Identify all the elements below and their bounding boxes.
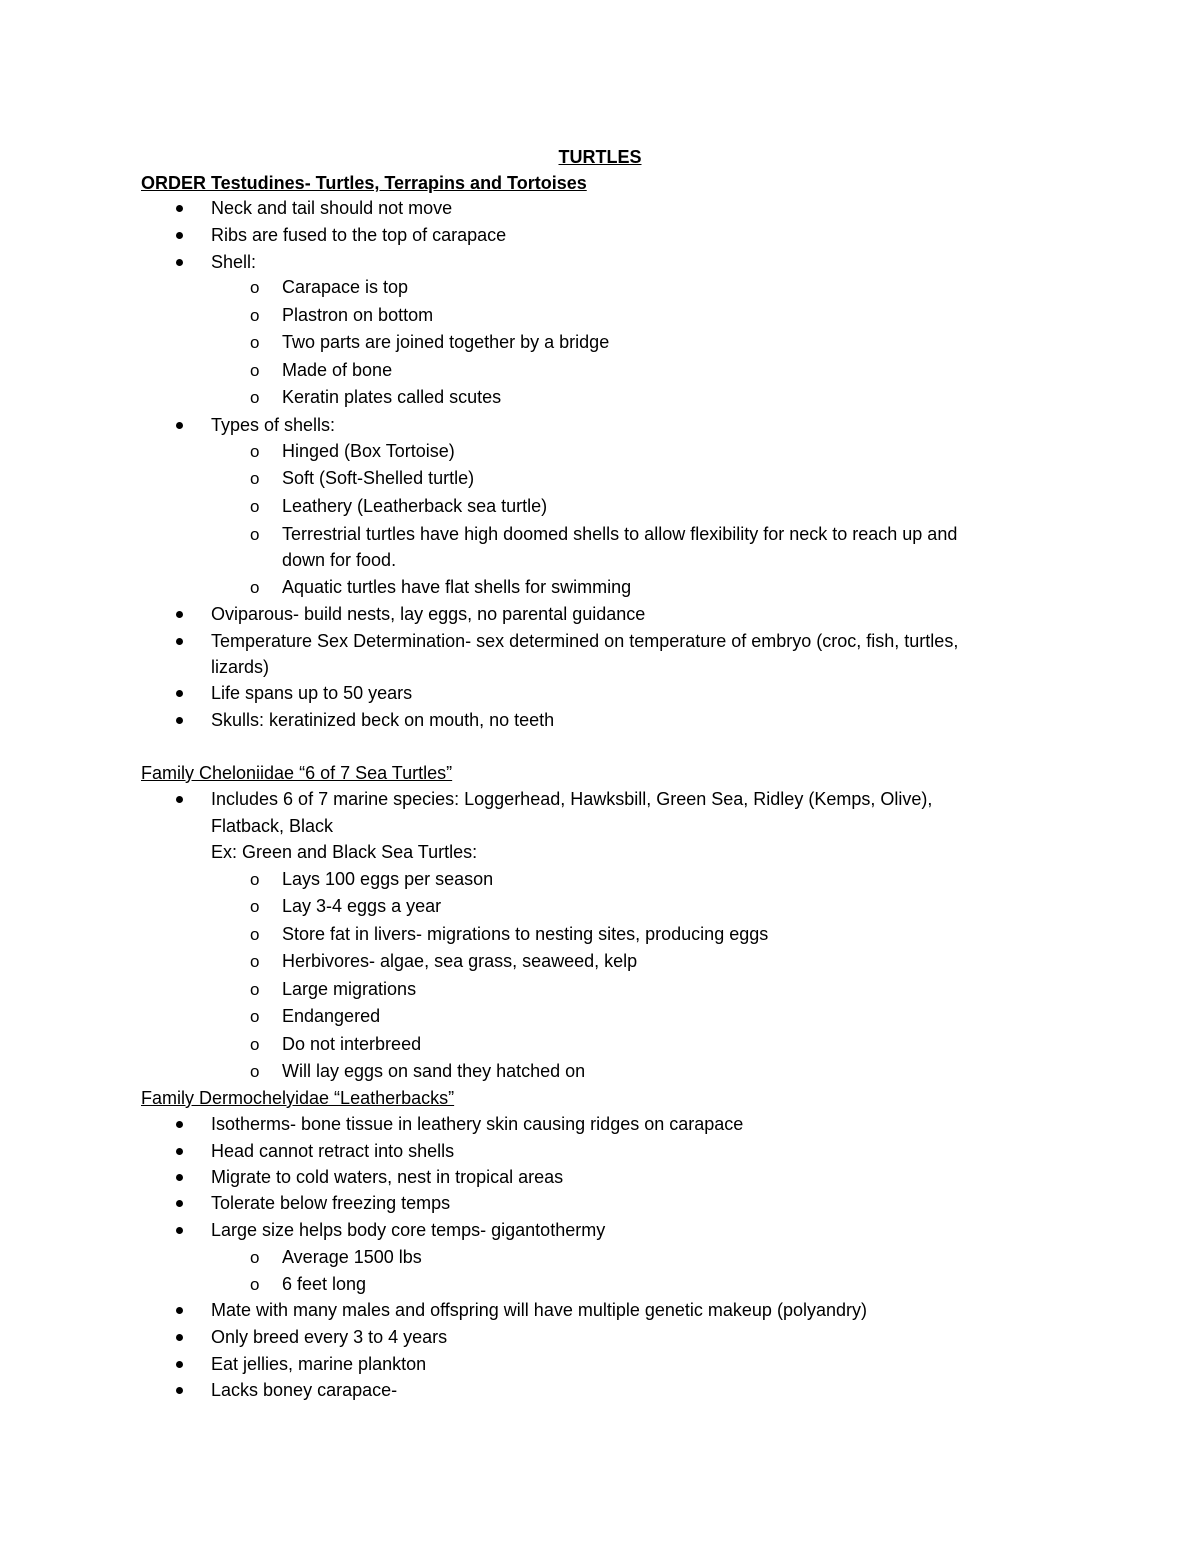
bullet-dot: [176, 1200, 183, 1207]
sub-bullet: o: [250, 497, 260, 516]
bullet-dot: [176, 205, 183, 212]
sub-bullet: o: [250, 333, 260, 352]
list-item: Lacks boney carapace-: [211, 1380, 398, 1400]
sub-list-item: Will lay eggs on sand they hatched on: [282, 1061, 586, 1081]
list-item: Includes 6 of 7 marine species: Loggerhead, Hawksbill, Green Sea, Ridley (Kemps, Olive),: [211, 789, 933, 809]
list-item: Large size helps body core temps- gigantothermy: [211, 1220, 606, 1240]
sub-list-item: Aquatic turtles have flat shells for swimming: [282, 577, 632, 597]
sub-list-item: Soft (Soft-Shelled turtle): [282, 468, 475, 488]
sub-bullet: o: [250, 578, 260, 597]
sub-list-item: Carapace is top: [282, 277, 409, 297]
sub-list-item: Keratin plates called scutes: [282, 387, 502, 407]
list-item: Ribs are fused to the top of carapace: [211, 225, 507, 245]
list-item: Skulls: keratinized beck on mouth, no teeth: [211, 710, 555, 730]
sub-list-item-continuation: down for food.: [282, 550, 397, 570]
list-item: Life spans up to 50 years: [211, 683, 413, 703]
sub-bullet: o: [250, 980, 260, 999]
bullet-dot: [176, 1121, 183, 1128]
list-item: Head cannot retract into shells: [211, 1141, 455, 1161]
sub-bullet: o: [250, 1007, 260, 1026]
sub-bullet: o: [250, 952, 260, 971]
sub-bullet: o: [250, 278, 260, 297]
list-item: Shell:: [211, 252, 257, 272]
bullet-dot: [176, 1361, 183, 1368]
list-item: Tolerate below freezing temps: [211, 1193, 451, 1213]
bullet-dot: [176, 1148, 183, 1155]
bullet-dot: [176, 259, 183, 266]
sub-bullet: o: [250, 870, 260, 889]
list-item-continuation: lizards): [211, 657, 270, 677]
page-title: TURTLES: [558, 147, 642, 167]
sub-bullet: o: [250, 525, 260, 544]
sub-list-item: Lays 100 eggs per season: [282, 869, 494, 889]
sub-bullet: o: [250, 1035, 260, 1054]
sub-list-item: Large migrations: [282, 979, 417, 999]
sub-list-item: Terrestrial turtles have high doomed shells to allow flexibility for neck to reach up and: [282, 524, 958, 544]
sub-bullet: o: [250, 1275, 260, 1294]
order-heading: ORDER Testudines- Turtles, Terrapins and Tortoises: [141, 173, 587, 193]
bullet-dot: [176, 1307, 183, 1314]
bullet-dot: [176, 232, 183, 239]
dermochelyidae-heading: Family Dermochelyidae “Leatherbacks”: [141, 1088, 455, 1108]
bullet-dot: [176, 1387, 183, 1394]
sub-list-item: Average 1500 lbs: [282, 1247, 422, 1267]
sub-list-item: Two parts are joined together by a bridge: [282, 332, 610, 352]
sub-list-item: Plastron on bottom: [282, 305, 434, 325]
sub-bullet: o: [250, 442, 260, 461]
sub-list-item: Store fat in livers- migrations to nesting sites, producing eggs: [282, 924, 769, 944]
list-item: Eat jellies, marine plankton: [211, 1354, 427, 1374]
sub-bullet: o: [250, 1062, 260, 1081]
sub-bullet: o: [250, 388, 260, 407]
list-item: Only breed every 3 to 4 years: [211, 1327, 448, 1347]
sub-list-item: Lay 3-4 eggs a year: [282, 896, 442, 916]
sub-bullet: o: [250, 469, 260, 488]
bullet-dot: [176, 611, 183, 618]
sub-list-item: Herbivores- algae, sea grass, seaweed, kelp: [282, 951, 638, 971]
sub-bullet: o: [250, 897, 260, 916]
cheloniidae-heading: Family Cheloniidae “6 of 7 Sea Turtles”: [141, 763, 453, 783]
bullet-dot: [176, 638, 183, 645]
list-item: Neck and tail should not move: [211, 198, 453, 218]
list-item-continuation: Ex: Green and Black Sea Turtles:: [211, 842, 478, 862]
sub-list-item: Do not interbreed: [282, 1034, 422, 1054]
sub-list-item: Made of bone: [282, 360, 393, 380]
sub-list-item: Endangered: [282, 1006, 381, 1026]
bullet-dot: [176, 1334, 183, 1341]
list-item: Types of shells:: [211, 415, 336, 435]
list-item: Oviparous- build nests, lay eggs, no parental guidance: [211, 604, 646, 624]
sub-list-item: 6 feet long: [282, 1274, 367, 1294]
list-item: Isotherms- bone tissue in leathery skin causing ridges on carapace: [211, 1114, 744, 1134]
sub-bullet: o: [250, 1248, 260, 1267]
list-item: Migrate to cold waters, nest in tropical areas: [211, 1167, 564, 1187]
sub-bullet: o: [250, 306, 260, 325]
sub-list-item: Hinged (Box Tortoise): [282, 441, 455, 461]
bullet-dot: [176, 422, 183, 429]
bullet-dot: [176, 717, 183, 724]
sub-bullet: o: [250, 361, 260, 380]
sub-list-item: Leathery (Leatherback sea turtle): [282, 496, 548, 516]
bullet-dot: [176, 796, 183, 803]
bullet-dot: [176, 1227, 183, 1234]
list-item: Mate with many males and offspring will have multiple genetic makeup (polyandry): [211, 1300, 867, 1320]
list-item: Temperature Sex Determination- sex determined on temperature of embryo (croc, fish, turtles,: [211, 631, 959, 651]
list-item-continuation: Flatback, Black: [211, 816, 334, 836]
bullet-dot: [176, 690, 183, 697]
bullet-dot: [176, 1174, 183, 1181]
sub-bullet: o: [250, 925, 260, 944]
